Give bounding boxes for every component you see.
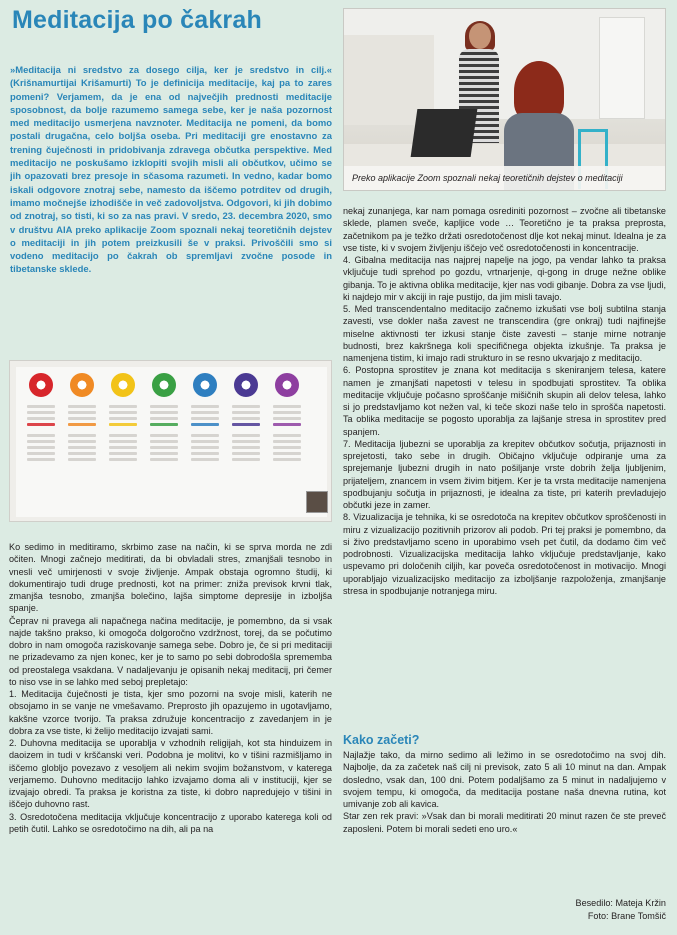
chakra-text-line — [27, 423, 55, 426]
text-credit: Besedilo: Mateja Kržin — [575, 898, 666, 908]
chakra-text-line — [68, 423, 96, 426]
chakra-text-line — [27, 440, 55, 443]
chakra-text-line — [191, 405, 219, 408]
chakra-symbol-icon — [70, 373, 94, 397]
chakra-text-line — [232, 417, 260, 420]
laptop — [411, 109, 478, 157]
video-thumbnail — [306, 491, 328, 513]
chakra-text-line — [273, 458, 301, 461]
chakra-text-line — [109, 458, 137, 461]
chakra-text-line — [273, 405, 301, 408]
chakra-text-line — [232, 458, 260, 461]
chakra-chart-image — [9, 360, 332, 522]
chakra-text-line — [232, 405, 260, 408]
chakra-text-line — [68, 458, 96, 461]
paragraph: Najlažje tako, da mirno sedimo ali ležimo in se osredotočimo na svoj dih. Najbolje, da za začetek naš cilj ni previsok, zato 5 ali 10 minut na dan. Ampak dosledno, vsak dan, 100 dni. Potem podaljšamo za 5 minut in nadaljujemo v svojem tempu, ki omogoča, da meditacija postane naša dnevna rutina, kot umivanje zob ali kavica. — [343, 750, 666, 809]
chakra-text-line — [27, 417, 55, 420]
photo-caption: Preko aplikacije Zoom spoznali nekaj teoretičnih dejstev o meditaciji — [344, 166, 665, 190]
start-section — [343, 749, 666, 879]
chakra-text-line — [273, 423, 301, 426]
chakra-text-line — [27, 405, 55, 408]
chakra-text-line — [109, 405, 137, 408]
chakra-symbol-icon — [111, 373, 135, 397]
chakra-column — [229, 373, 263, 513]
chakra-text-line — [27, 411, 55, 414]
paragraph: Star zen rek pravi: »Vsak dan bi morali meditirati 20 minut razen če ste preveč zaposleni. Potem bi morali sedeti eno uro.« — [343, 811, 666, 834]
chakra-text-line — [150, 405, 178, 408]
chakra-symbol-icon — [193, 373, 217, 397]
chakra-text-line — [109, 434, 137, 437]
chakra-text-line — [27, 458, 55, 461]
chakra-text-line — [191, 446, 219, 449]
chakra-column — [270, 373, 304, 513]
chakra-text-line — [68, 411, 96, 414]
chakra-text-line — [191, 434, 219, 437]
chakra-symbol-icon — [275, 373, 299, 397]
paragraph: 5. Med transcendentalno meditacijo začnemo izkušati vse bolj subtilna stanja zavesti, vse dokler naša zavest ne transcendira (gre onkraj) tudi najfinejše miselne aktivnosti ter izkusi stanje čiste zavesti – stanje mirne notranje budnosti, brez kakršnega koli specifičnega objekta izkušnje. Ta praksa je namenjena tistim, ki imajo radi strukturo in se resno ukvarjajo z meditacijo. — [343, 304, 666, 363]
paragraph: nekaj zunanjega, kar nam pomaga osrediniti pozornost – zvočne ali tibetanske sklede, plamen sveče, kapljice vode … Teoretično je ta praksa preprosta, začetnikom pa je težko držati osredotočenost dlje kot nekaj minut. Idealna je za vse tiste, ki v svojem življenju iščejo več osredotočenosti in koncentracije. — [343, 206, 666, 253]
chakra-text-line — [109, 411, 137, 414]
zoom-meeting-photo — [343, 8, 666, 191]
lead-paragraph: »Meditacija ni sredstvo za dosego cilja, ker je sredstvo in cilj.« (Krišnamurtijai Krišamurti) To je definicija meditacije, kaj pa to zares pomeni? Verjamem, da je ena od največjih prednosti meditacije sposobnost, da bolje razumemo samega sebe, ker je naša pozornost med meditacijo usmerjena navznoter. Meditacija ne pomeni, da bomo postali drugačna, celo boljša oseba. Pri meditaciji gre enostavno za trening čuječnosti in pridobivanja zdravega občutka perspektive. Med meditacijo ne poskušamo izklopiti svojih misli ali občutkov, učimo se jih opazovati brez presoje in sčasoma razumeti. In vedno, kadar bomo iskali odgovore znotraj sebe, namesto da iščemo potrditev od drugih, imamo močnejše izhodišče in več zadovoljstva. Odgovori, ki jih dobimo od znotraj, so tisti, ki so za nas pravi. V sredo, 23. decembra 2020, smo v društvu AIA preko aplikacije Zoom spoznali nekaj teoretičnih dejstev o meditaciji in jih potem preizkusili še v praksi. Privoščili smo si vodeno meditacijo po čakrah ob spremljavi zvočne posode in tibetanske sklede. — [10, 65, 332, 276]
chakra-column — [24, 373, 58, 513]
chakra-text-line — [68, 452, 96, 455]
paragraph: 6. Postopna sprostitev je znana kot meditacija s skeniranjem telesa, katere namen je zmanjšati napetosti v telesu in spodbujati sprostitev. Ta oblika meditacije vključuje počasno sproščanje mišičnih skupin ali delov telesa, lahko si jo predstavljamo kot nežen val, ki teče skozi naše telo in sprošča napetosti. Ta oblika meditacije se pogosto uporablja za lajšanje stresa in sprostitev pred spanjem. — [343, 365, 666, 437]
chakra-text-line — [273, 446, 301, 449]
chakra-text-line — [68, 417, 96, 420]
chakra-text-line — [191, 440, 219, 443]
chakra-text-line — [273, 434, 301, 437]
paragraph: 4. Gibalna meditacija nas najprej napelje na jogo, pa vendar lahko ta praksa vključuje tudi sprehod po gozdu, vrtnarjenje, qi-gong in druge nežne oblike gibanja. To je aktivna oblika meditacije, kjer nas vodi gibanje. Dobra za vse ljudi, ki najdejo mir v akciji in raje pustijo, da jim misli tavajo. — [343, 255, 666, 302]
chakra-text-line — [232, 423, 260, 426]
article-column-right — [343, 205, 666, 725]
chakra-column — [65, 373, 99, 513]
photo-credit: Foto: Brane Tomšič — [587, 911, 666, 921]
chakra-text-line — [273, 417, 301, 420]
chakra-text-line — [68, 440, 96, 443]
chakra-text-line — [150, 446, 178, 449]
section-heading: Kako začeti? — [343, 733, 420, 747]
paragraph: 1. Meditacija čuječnosti je tista, kjer smo pozorni na svoje misli, katerih ne obsojamo in se vanje ne vmešavamo. Preprosto jih opazujemo in ugotavljamo, kakšne vzorce tvorijo. Ta praksa združuje koncentracijo z zavedanjem in je dobra za vse tiste, ki želijo meditacijo izvajati sami. — [9, 689, 332, 736]
chakra-text-line — [273, 440, 301, 443]
chakra-text-line — [27, 452, 55, 455]
chakra-column — [106, 373, 140, 513]
chakra-text-line — [191, 411, 219, 414]
chakra-text-line — [232, 434, 260, 437]
article-column-left — [9, 541, 332, 933]
paragraph: 3. Osredotočena meditacija vključuje koncentracijo z uporabo katerega koli od petih čutil. Lahko se osredotočimo na dih, ali pa na — [9, 811, 332, 834]
chakra-text-line — [150, 434, 178, 437]
paragraph: 8. Vizualizacija je tehnika, ki se osredotoča na krepitev občutkov sproščenosti in miru z vizualizacijo pozitivnih prizorov ali podob. Pri tej praksi je pomembno, da si živo predstavljamo sceno in uporabimo vseh pet čutil, da dodamo čim več podrobnosti. Vizualizacijska meditacija lahko vključuje predstavljanje, kako uspevamo pri določenih ciljih, kar poveča osredotočenost in motivacijo. Mnogi uporabljajo vizualizacijsko meditacijo za izboljšanje razpoloženja, zmanjšanje stresa in spodbujanje notranjega miru. — [343, 512, 666, 596]
chakra-symbol-icon — [152, 373, 176, 397]
chakra-text-line — [232, 411, 260, 414]
chakra-text-line — [232, 452, 260, 455]
chakra-text-line — [109, 440, 137, 443]
chakra-column — [188, 373, 222, 513]
chakra-text-line — [191, 452, 219, 455]
chakra-text-line — [150, 417, 178, 420]
chakra-text-line — [150, 423, 178, 426]
chakra-text-line — [232, 446, 260, 449]
chakra-text-line — [68, 434, 96, 437]
chakra-text-line — [68, 405, 96, 408]
chakra-text-line — [150, 458, 178, 461]
chakra-text-line — [273, 411, 301, 414]
paragraph: Čeprav ni pravega ali napačnega načina meditacije, je pomembno, da si vsak najde takšno prakso, ki omogoča dolgoročno vzdržnost, torej, da se počutimo dobro in nam omogoča raziskovanje samega sebe. Dobro je, če si pri meditaciji ne prizadevamo za njen konec, ker je to samo po sebi dobrodošla sprememba od preostalega vsakdana. V nadaljevanju je opisanih nekaj meditacij, pri čemer to niso vse in se lahko med seboj prepletajo: — [9, 615, 332, 687]
chakra-text-line — [191, 458, 219, 461]
chakra-text-line — [273, 452, 301, 455]
chakra-symbol-icon — [234, 373, 258, 397]
photo-door — [599, 17, 645, 119]
chakra-text-line — [109, 446, 137, 449]
chakra-text-line — [109, 452, 137, 455]
paragraph: 7. Meditacija ljubezni se uporablja za krepitev občutkov sočutja, prijaznosti in sprejetosti, tako sebe in drugih. Običajno vključuje odpiranje uma za sprejemanje ljubezni drugih in nato pošiljanje vrste dobrih želja ljubljenim, prijateljem, znancem in vsem živim bitjem. Ker je ta vrsta meditacije namenjena spodbujanju sočutja in prijaznosti, je idealna za tiste, pri katerih prevladujejo občutki jeze in zamer. — [343, 438, 666, 510]
article-title: Meditacija po čakrah — [12, 6, 262, 34]
chakra-text-line — [150, 411, 178, 414]
chakra-text-line — [150, 440, 178, 443]
chakra-symbol-icon — [29, 373, 53, 397]
chakra-text-line — [27, 446, 55, 449]
paragraph: 2. Duhovna meditacija se uporablja v vzhodnih religijah, kot sta hinduizem in daoizem in tudi v krščanski veri. Podobna je molitvi, ko v tišini razmišljamo in iščemo globljo povezavo z vesoljem ali nekim svojim božanstvom, v katerega verjamemo. Duhovno meditacijo lahko izvajamo doma ali v instituciji, kjer se izvajajo obredi. Ta praksa je koristna za tiste, ki dobro napredujejo v tišini in iščejo duhovno rast. — [9, 738, 332, 810]
chakra-text-line — [109, 417, 137, 420]
chakra-column — [147, 373, 181, 513]
chakra-text-line — [68, 446, 96, 449]
chakra-text-line — [191, 423, 219, 426]
chakra-text-line — [27, 434, 55, 437]
chakra-text-line — [232, 440, 260, 443]
paragraph: Ko sedimo in meditiramo, skrbimo zase na način, ki se sprva morda ne zdi očiten. Mnogi začnejo meditirati, da bi obvladali stres, zmanjšali tesnobo in vnesli več umirjenosti v svoje življenje. Ampak obstaja ogromno študij, ki dokumentirajo tudi druge prednosti, kot na primer: zniža previsok krvni tlak, zmanjša tesnobo, zmanjša bolečino, lajša simptome depresije in izboljša spanje. — [9, 542, 332, 614]
chakra-text-line — [191, 417, 219, 420]
chakra-text-line — [150, 452, 178, 455]
chakra-text-line — [109, 423, 137, 426]
